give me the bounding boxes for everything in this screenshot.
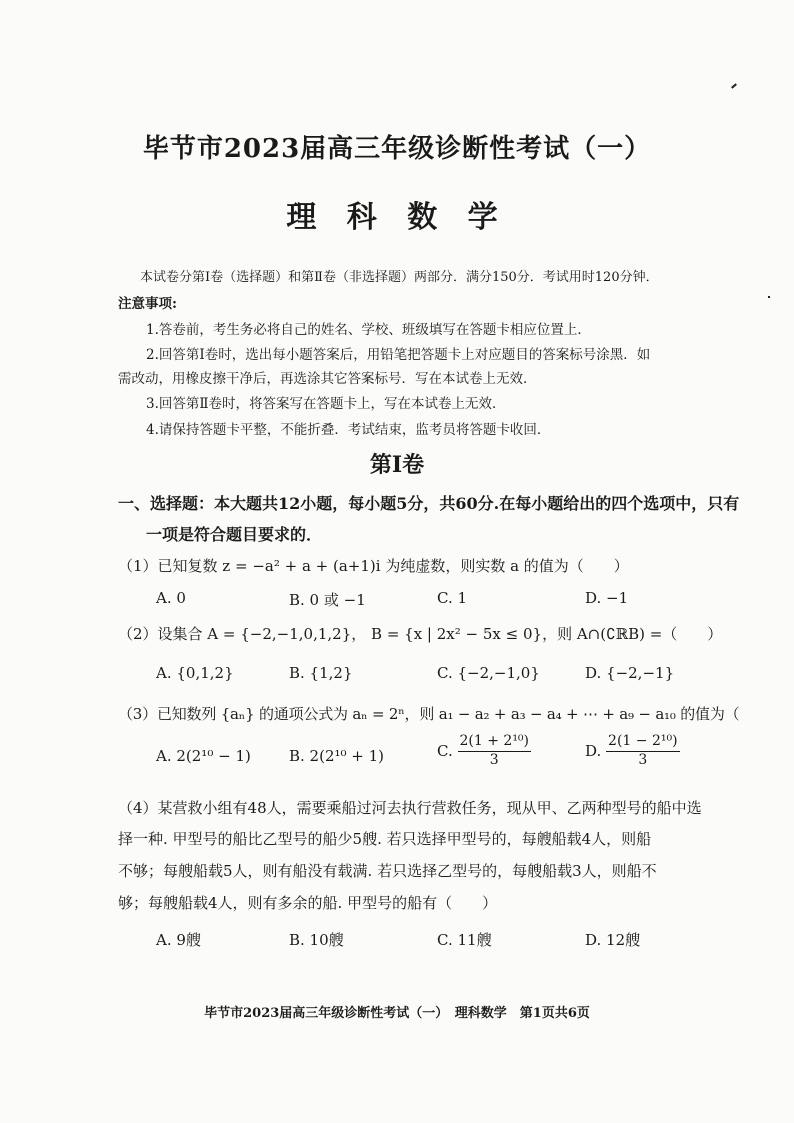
question-4-line3: 不够；每艘船载5人，则有船没有载满. 若只选择乙型号的，每艘船载3人，则船不: [118, 862, 657, 880]
question-3-option-b: B. 2(2¹⁰ + 1): [289, 747, 385, 765]
question-4-line4: 够；每艘船载4人，则有多余的船. 甲型号的船有（ ）: [118, 894, 498, 912]
notes-heading: 注意事项:: [118, 296, 177, 312]
question-3-option-a: A. 2(2¹⁰ − 1): [156, 747, 251, 765]
question-4-line1: （4）某营救小组有48人，需要乘船过河去执行营救任务，现从甲、乙两种型号的船中选: [118, 799, 702, 817]
part-heading: 第Ⅰ卷: [369, 452, 425, 478]
exam-intro: 本试卷分第Ⅰ卷（选择题）和第Ⅱ卷（非选择题）两部分．满分150分．考试用时120分钟．: [140, 270, 659, 285]
question-1-option-d: D. −1: [585, 589, 629, 607]
question-1-stem: （1）已知复数 z = −a² + a + (a+1)i 为纯虚数，则实数 a 的值为（ ）: [118, 557, 629, 575]
question-3-option-c-denominator: 3: [489, 751, 499, 768]
question-2-stem: （2）设集合 A = {−2,−1,0,1,2}， B = {x | 2x² − 5x ≤ 0}，则 A∩(∁ℝB) =（ ）: [118, 625, 723, 643]
question-4-line2: 择一种. 甲型号的船比乙型号的船少5艘. 若只选择甲型号的，每艘船载4人，则船: [118, 830, 652, 848]
question-3-option-d-numerator: 2(1 − 2¹⁰): [606, 733, 680, 752]
question-2-option-d: D. {−2,−1}: [585, 664, 675, 682]
question-3-stem: （3）已知数列 {aₙ} 的通项公式为 aₙ = 2ⁿ，则 a₁ − a₂ + a₃ − a₄ + ⋯ + a₉ − a₁₀ 的值为（: [118, 705, 740, 723]
question-1-option-b: B. 0 或 −1: [289, 591, 366, 609]
question-3-option-c-fraction: [458, 733, 532, 769]
note-1: 1.答卷前，考生务必将自己的姓名、学校、班级填写在答题卡相应位置上．: [146, 322, 591, 338]
page-footer: 毕节市2023届高三年级诊断性考试（一） 理科数学 第1页共6页: [204, 1006, 590, 1021]
question-1-option-c: C. 1: [437, 589, 468, 607]
question-4-option-a: A. 9艘: [156, 931, 201, 949]
question-2-option-c: C. {−2,−1,0}: [437, 664, 540, 682]
question-4-option-b: B. 10艘: [289, 931, 344, 949]
note-2-line2: 需改动，用橡皮擦干净后，再选涂其它答案标号．写在本试卷上无效．: [118, 371, 537, 387]
exam-title: 毕节市2023届高三年级诊断性考试（一）: [142, 134, 652, 164]
section-heading-line2: 一项是符合题目要求的．: [146, 525, 323, 544]
question-3-option-d-denominator: 3: [638, 751, 648, 768]
question-1-option-a: A. 0: [156, 589, 186, 607]
scan-dot: [768, 296, 770, 298]
question-3-option-c-label: C.: [437, 742, 453, 760]
scan-mark: [731, 83, 737, 88]
question-2-option-a: A. {0,1,2}: [156, 664, 234, 682]
section-heading-line1: 一、选择题：本大题共12小题，每小题5分，共60分.在每小题给出的四个选项中，只有: [118, 494, 740, 513]
note-3: 3.回答第Ⅱ卷时，将答案写在答题卡上，写在本试卷上无效．: [146, 396, 506, 412]
subject-title: 理 科 数 学: [286, 200, 508, 235]
note-2-line1: 2.回答第Ⅰ卷时，选出每小题答案后，用铅笔把答题卡上对应题目的答案标号涂黑．如: [146, 347, 651, 363]
question-3-option-c: [437, 733, 531, 769]
question-3-option-c-numerator: 2(1 + 2¹⁰): [458, 733, 532, 752]
question-3-option-d: [585, 733, 680, 769]
note-4: 4.请保持答题卡平整，不能折叠．考试结束，监考员将答题卡收回．: [146, 422, 551, 438]
question-4-option-d: D. 12艘: [585, 931, 641, 949]
question-3-option-d-label: D.: [585, 742, 602, 760]
question-4-option-c: C. 11艘: [437, 931, 492, 949]
question-3-option-d-fraction: [606, 733, 680, 769]
question-2-option-b: B. {1,2}: [289, 664, 353, 682]
